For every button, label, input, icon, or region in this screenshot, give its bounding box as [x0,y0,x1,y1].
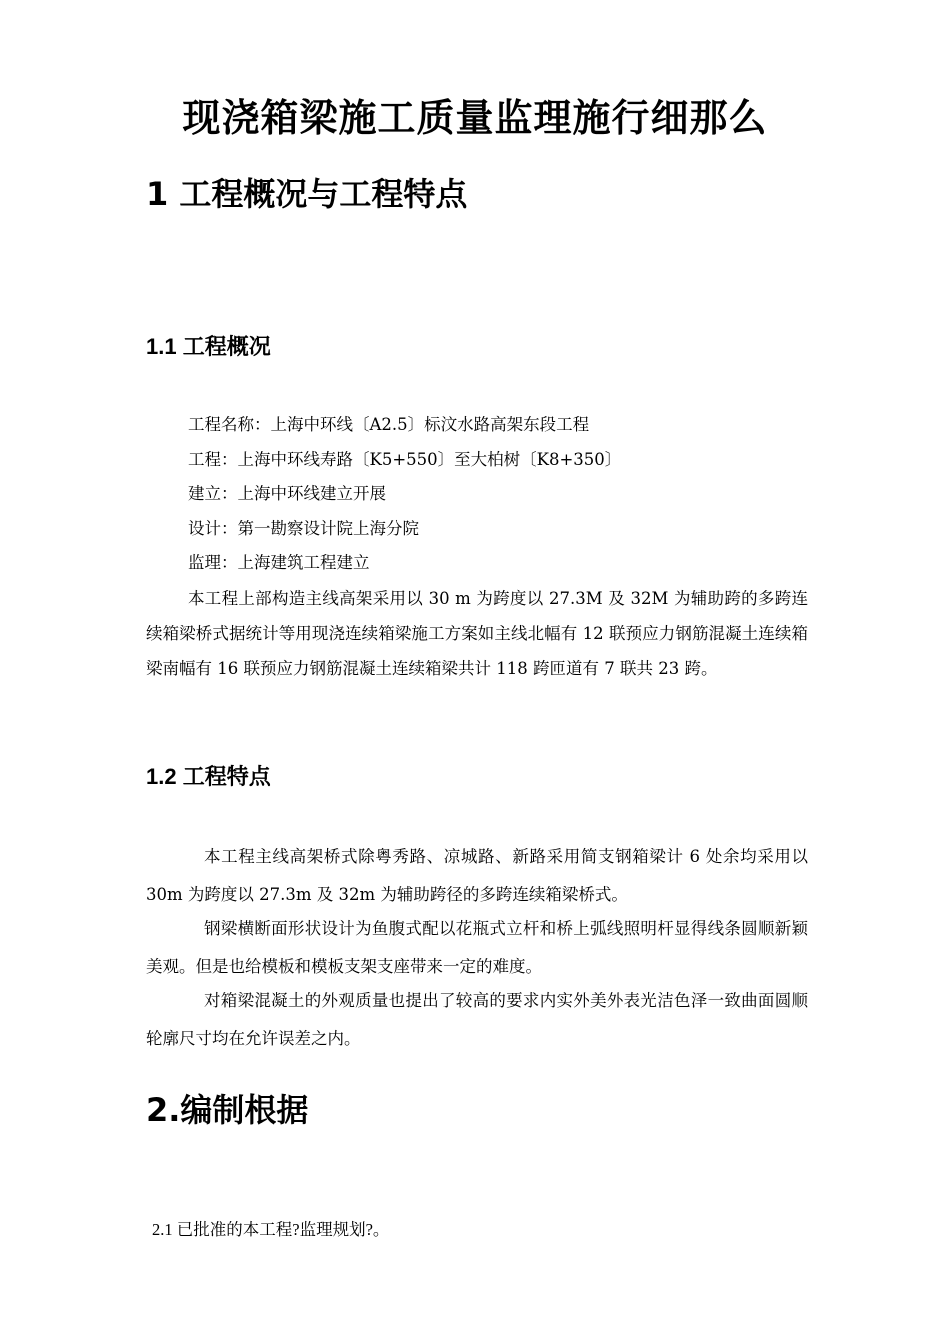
section-2-heading: 2.编制根据 [146,1091,309,1129]
project-name-line: 工程名称：上海中环线〔A2.5〕标汶水路高架东段工程 [188,415,590,434]
overview-paragraph: 本工程上部构造主线高架采用以 30 m 为跨度以 27.3M 及 32M 为辅助跨的多跨连续箱梁桥式据统计等用现浇连续箱梁施工方案如主线北幅有 12 联预应力钢筋混凝土连续箱梁南幅有 16 联预应力钢筋混凝土连续箱梁共计 118 跨匝道有 7 联共 23 跨。 [146,589,808,678]
project-range-line: 工程：上海中环线寿路〔K5+550〕至大柏树〔K8+350〕 [188,450,622,469]
builder-line: 建立：上海中环线建立开展 [188,484,386,503]
section-1-heading: 1 工程概况与工程特点 [146,175,468,213]
feature-paragraph-2: 钢梁横断面形状设计为鱼腹式配以花瓶式立杆和桥上弧线照明杆显得线条圆顺新颖美观。但是也给模板和模板支架支座带来一定的难度。 [146,919,808,976]
section-1-2-heading: 1.2 工程特点 [146,764,271,789]
document-title: 现浇箱梁施工质量监理施行细那么 [182,96,768,140]
feature-paragraph-1: 本工程主线高架桥式除粤秀路、凉城路、新路采用简支钢箱梁计 6 处余均采用以 30m 为跨度以 27.3m 及 32m 为辅助跨径的多跨连续箱梁桥式。 [146,847,808,904]
designer-line: 设计：第一勘察设计院上海分院 [188,519,419,538]
section-1-1-heading: 1.1 工程概况 [146,334,271,359]
feature-paragraph-3: 对箱梁混凝土的外观质量也提出了较高的要求内实外美外表光洁色泽一致曲面圆顺轮廓尺寸均在允许误差之内。 [146,991,808,1048]
basis-item-1: 2.1 已批准的本工程?监理规划?。 [152,1220,390,1239]
supervisor-line: 监理：上海建筑工程建立 [188,553,370,572]
